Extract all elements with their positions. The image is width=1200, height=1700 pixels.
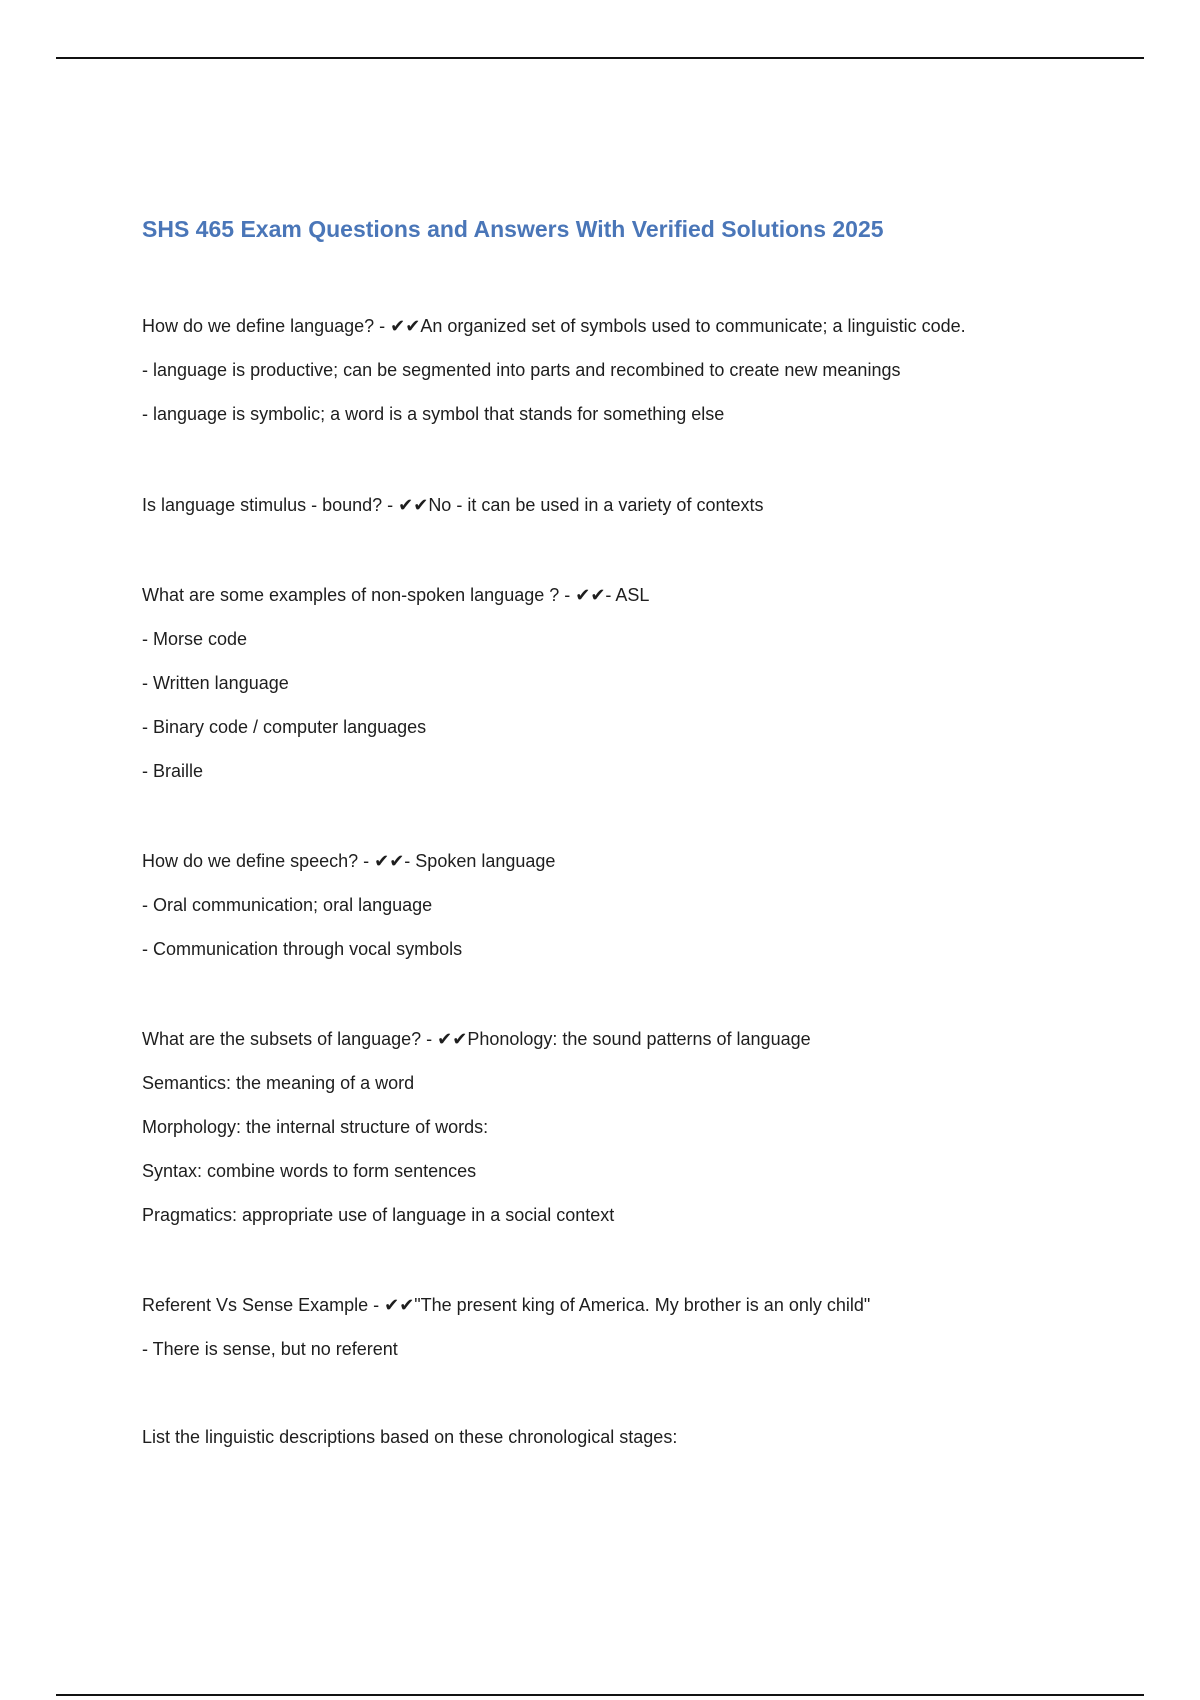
answer-line: - Binary code / computer languages (142, 717, 427, 737)
question-define-speech: How do we define speech? - ✔✔- Spoken language (142, 851, 556, 871)
answer-line: - Morse code (142, 629, 248, 649)
question-subsets-of-language: What are the subsets of language? - ✔✔Phonology: the sound patterns of language (142, 1029, 811, 1049)
question-non-spoken-language: What are some examples of non-spoken language ? - ✔✔- ASL (142, 585, 650, 605)
answer-line: - Communication through vocal symbols (142, 939, 463, 959)
answer-line: - Oral communication; oral language (142, 895, 433, 915)
answer-line: Syntax: combine words to form sentences (142, 1161, 477, 1181)
answer-line: - Written language (142, 673, 289, 693)
answer-line: - There is sense, but no referent (142, 1339, 398, 1359)
answer-line: - language is productive; can be segmented into parts and recombined to create new meanings (142, 360, 901, 380)
answer-line: Pragmatics: appropriate use of language in a social context (142, 1205, 615, 1225)
question-referent-vs-sense: Referent Vs Sense Example - ✔✔"The present king of America. My brother is an only child" (142, 1295, 871, 1315)
footer-rule (56, 1694, 1144, 1696)
question-chronological-stages: List the linguistic descriptions based on these chronological stages: (142, 1427, 678, 1447)
question-define-language: How do we define language? - ✔✔An organized set of symbols used to communicate; a linguistic code. (142, 316, 966, 336)
answer-line: - Braille (142, 761, 204, 781)
answer-line: Morphology: the internal structure of words: (142, 1117, 489, 1137)
answer-line: - language is symbolic; a word is a symbol that stands for something else (142, 404, 725, 424)
question-stimulus-bound: Is language stimulus - bound? - ✔✔No - it can be used in a variety of contexts (142, 495, 764, 515)
header-rule (56, 57, 1144, 59)
answer-line: Semantics: the meaning of a word (142, 1073, 415, 1093)
document-title: SHS 465 Exam Questions and Answers With Verified Solutions 2025 (142, 216, 884, 242)
